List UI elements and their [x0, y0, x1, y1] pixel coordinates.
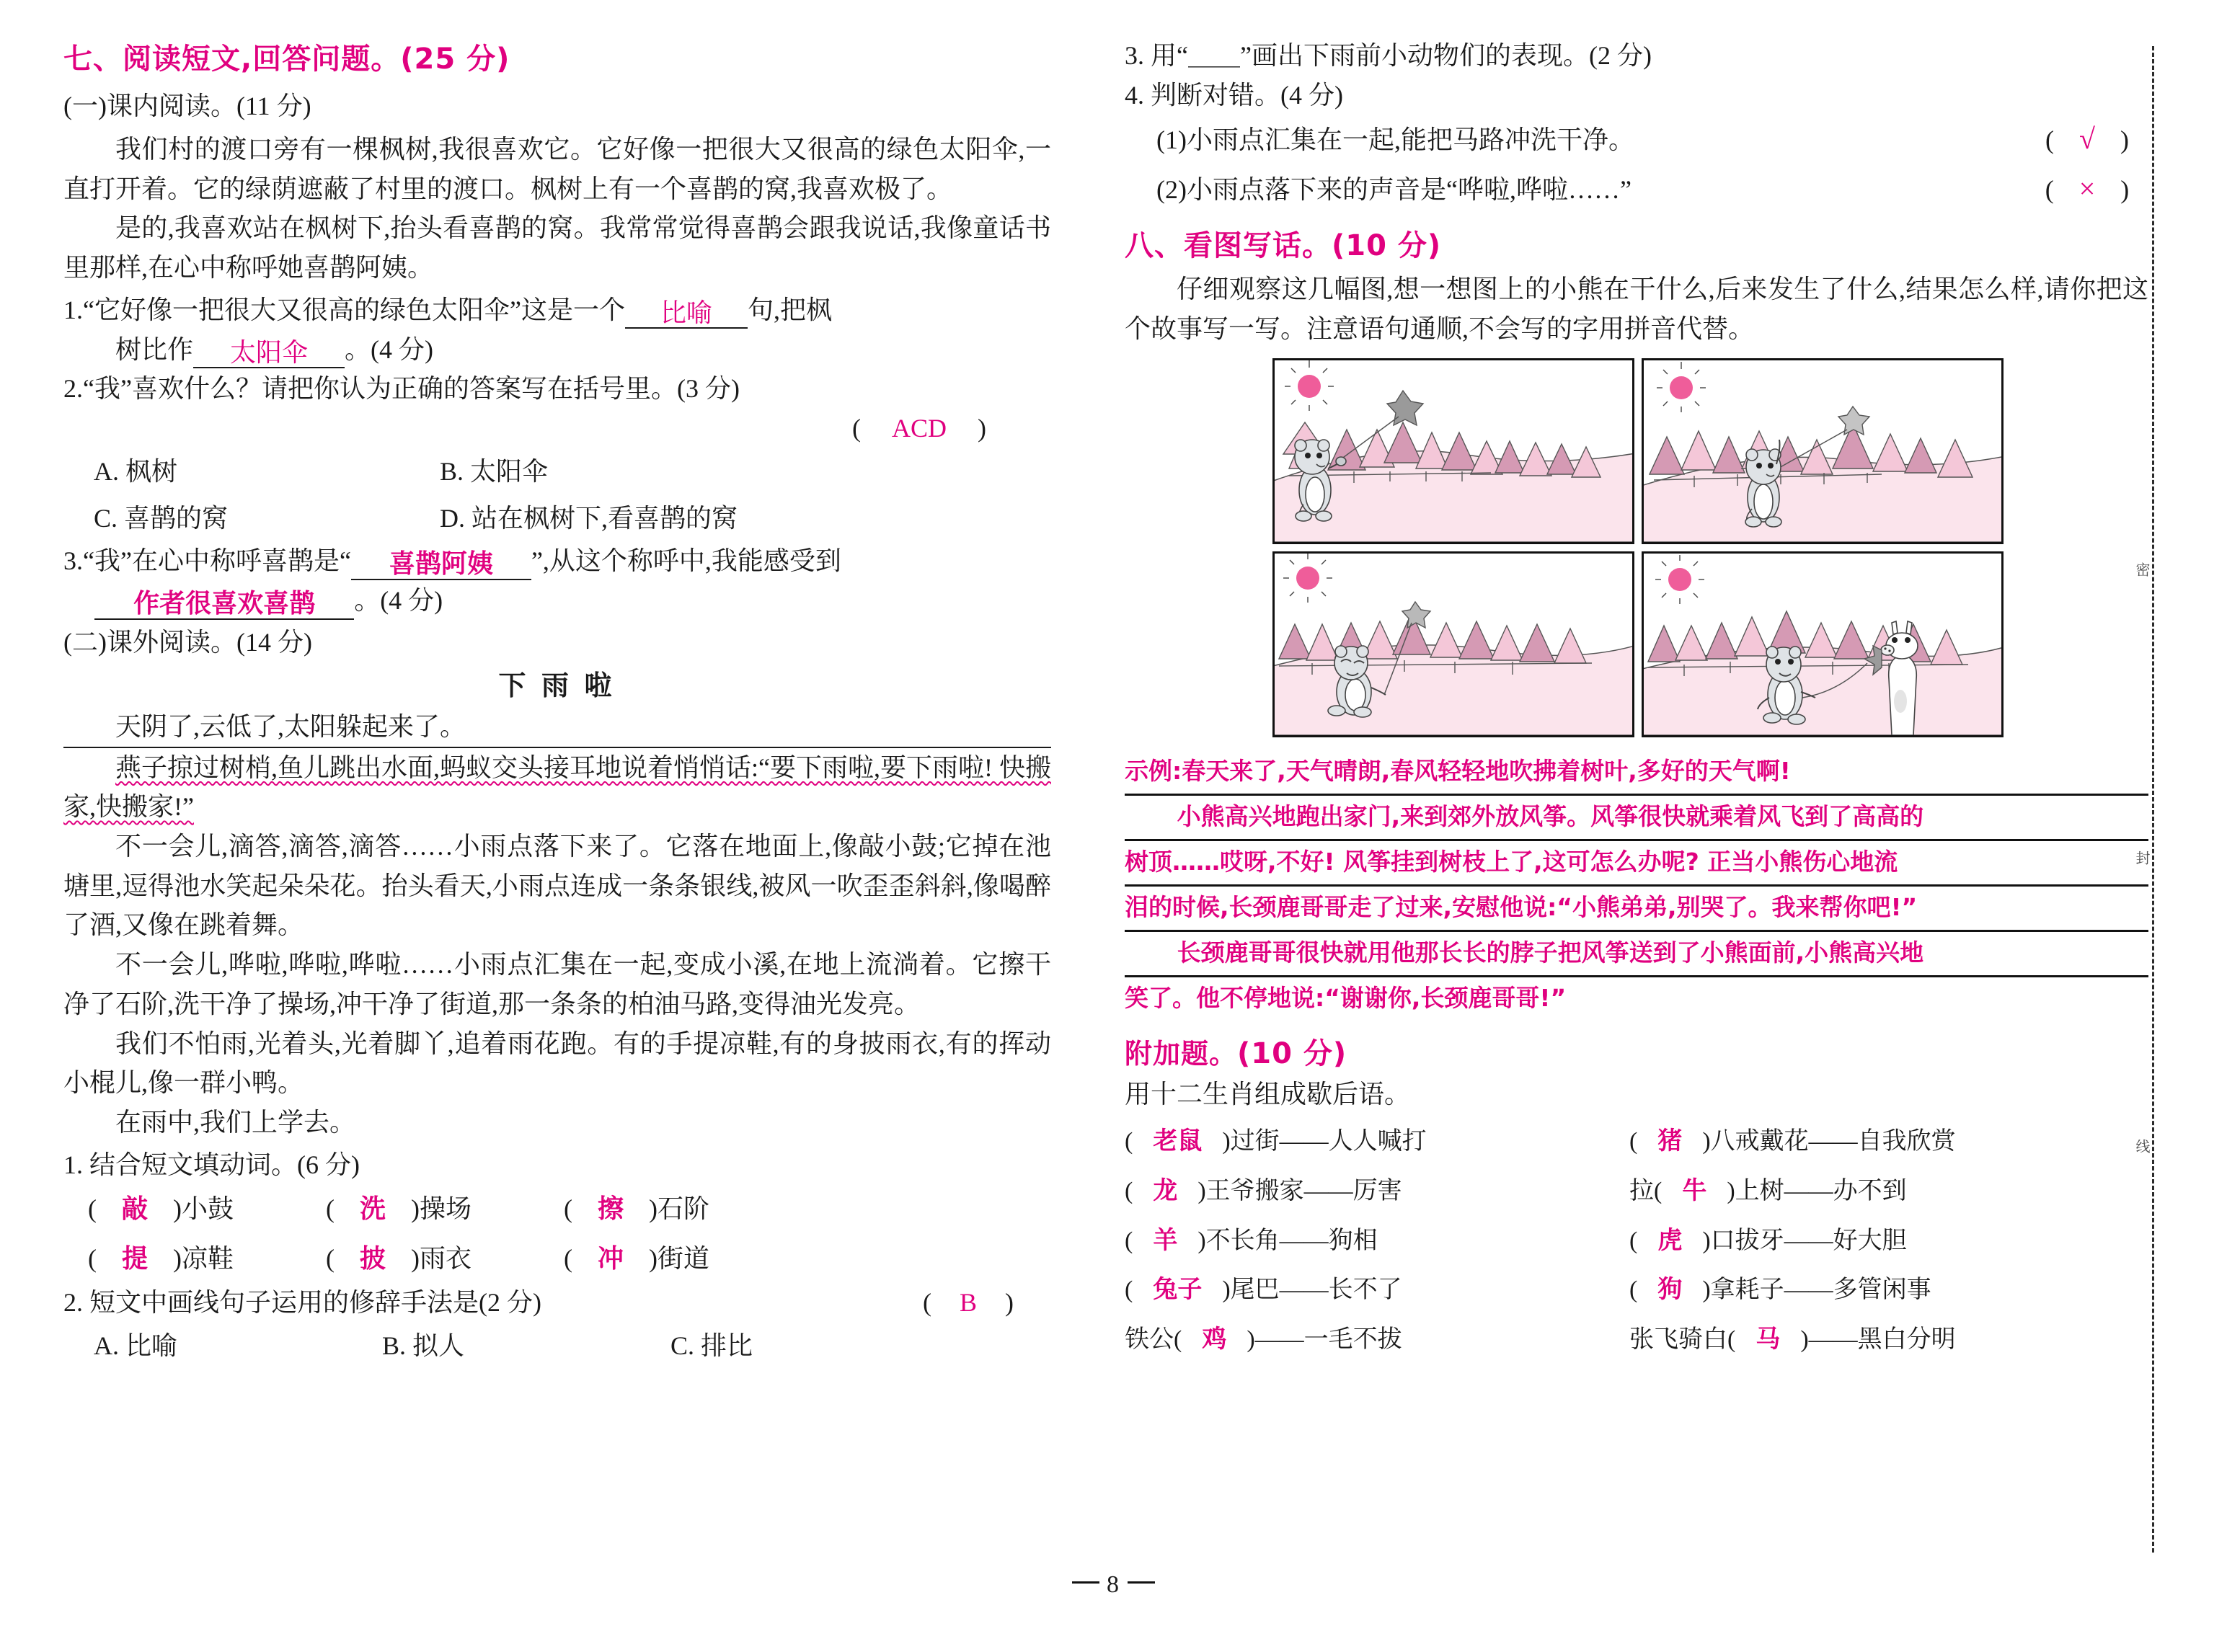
true-false-row-1	[1125, 115, 2148, 164]
question-1-prefix: 1.“它好像一把很大又很高的绿色太阳伞”这是一个	[63, 295, 625, 324]
question-1-blank-1[interactable]: 比喻	[625, 299, 748, 329]
question-3-blank-1[interactable]: 喜鹊阿姨	[351, 550, 531, 580]
zodiac-item-4[interactable]: 拉( 牛 )上树——办不到	[1629, 1177, 1907, 1204]
zodiac-item-6[interactable]: ( 虎 )口拔牙——好大胆	[1629, 1227, 1907, 1254]
question-2-answer-box[interactable]: ( ACD )	[851, 414, 986, 443]
question-1	[63, 290, 1051, 369]
section-8-prompt: 仔细观察这几幅图,想一想图上的小熊在干什么,后来发生了什么,结果怎么样,请你把这个故事写一写。注意语句通顺,不会写的字用拼音代替。	[1125, 275, 2148, 343]
zodiac-item-3[interactable]: ( 龙 )王爷搬家——厉害	[1125, 1177, 1402, 1204]
question-1-tail: 。(4 分)	[345, 334, 433, 364]
panel-bear-crying	[1272, 551, 1634, 737]
option-b[interactable]: B. 太阳伞	[440, 456, 549, 486]
article-title: 下 雨 啦	[498, 670, 616, 701]
verb-blank-4[interactable]: ( 提 )凉鞋	[88, 1243, 234, 1273]
sample-line-4: 泪的时候,长颈鹿哥哥走了过来,安慰他说:“小熊弟弟,别哭了。我来帮你吧!”	[1125, 887, 2148, 932]
verb-blank-3[interactable]: ( 擦 )石阶	[564, 1194, 710, 1224]
question-3-blank-2[interactable]: 作者很喜欢喜鹊	[94, 590, 354, 620]
question-2-option-row-1	[63, 448, 1051, 495]
bonus-heading	[1125, 1031, 2148, 1072]
left-column	[63, 36, 1051, 1369]
bonus-points: (10 分)	[1237, 1037, 1347, 1071]
true-false-row-2	[1125, 164, 2148, 214]
sub-question-1-label: 1. 结合短文填动词。(6 分)	[63, 1150, 360, 1179]
zodiac-item-5[interactable]: ( 羊 )不长角——狗相	[1125, 1227, 1378, 1254]
question-3-underline-task: 3. 用“＿＿”画出下雨前小动物们的表现。(2 分)	[1125, 41, 1652, 70]
question-2-answer: ACD	[891, 414, 947, 443]
verb-blank-2[interactable]: ( 洗 )操场	[326, 1194, 472, 1224]
sample-line-1: 示例:春天来了,天气晴朗,春风轻轻地吹拂着树叶,多好的天气啊!	[1125, 750, 2148, 796]
passage-paragraph-1: 我们村的渡口旁有一棵枫树,我很喜欢它。它好像一把很大又很高的绿色太阳伞,一直打开着。它的绿荫遮蔽了村里的渡口。枫树上有一个喜鹊的窝,我喜欢极了。	[63, 135, 1051, 203]
true-false-text-2: (2)小雨点落下来的声音是“哗啦,哗啦……”	[1156, 175, 1631, 205]
question-3-prefix: 3.“我”在心中称呼喜鹊是“	[63, 546, 351, 576]
part-a-label: (一)课内阅读。(11 分)	[63, 92, 311, 120]
section-8-heading	[1125, 223, 2148, 264]
edge-mark-bottom: 线	[2133, 1139, 2149, 1155]
page-edge-dashed-rule	[2152, 46, 2154, 1553]
option-c[interactable]: C. 喜鹊的窝	[94, 503, 229, 533]
article-paragraph-4: 不一会儿,哗啦,哗啦,哗啦……小雨点汇集在一起,变成小溪,在地上流淌着。它擦干净了石阶,洗干净了操场,冲干净了街道,那一条条的柏油马路,变得油光发亮。	[63, 950, 1051, 1018]
edge-mark-top: 密	[2133, 562, 2149, 578]
sub-question-2-label: 2. 短文中画线句子运用的修辞手法是(2 分)	[63, 1288, 541, 1318]
section-7-heading	[63, 36, 1051, 77]
zodiac-item-2[interactable]: ( 猪 )八戒戴花——自我欣赏	[1629, 1128, 1956, 1155]
question-2-option-row-2	[63, 495, 1051, 542]
question-3	[63, 541, 1051, 620]
panel-bear-flying-kite	[1272, 358, 1634, 544]
sample-line-2: 小熊高兴地跑出家门,来到郊外放风筝。风筝很快就乘着风飞到了高高的	[1125, 796, 2148, 841]
zodiac-row-3	[1125, 1217, 2148, 1266]
zodiac-table	[1125, 1117, 2148, 1364]
sample-line-5: 长颈鹿哥哥很快就用他那长长的脖子把风筝送到了小熊面前,小熊高兴地	[1125, 932, 2148, 977]
sq2-option-c[interactable]: C. 排比	[670, 1331, 753, 1360]
sub-question-2-answer-box[interactable]: ( B )	[922, 1288, 1014, 1318]
section-7-title: 七、阅读短文,回答问题。	[63, 43, 401, 76]
panel-giraffe-helps-bear	[1642, 551, 2004, 737]
verb-blank-5[interactable]: ( 披 )雨衣	[326, 1243, 472, 1273]
question-2-text: 2.“我”喜欢什么？请把你认为正确的答案写在括号里。(3 分)	[63, 374, 740, 404]
verb-fill-row-2	[63, 1234, 1051, 1283]
question-3-tail: 。(4 分)	[354, 586, 443, 616]
passage-paragraph-2: 是的,我喜欢站在枫树下,抬头看喜鹊的窝。我常常觉得喜鹊会跟我说话,我像童话书里那样,在心中称呼她喜鹊阿姨。	[63, 213, 1051, 283]
sample-line-6: 笑了。他不停地说:“谢谢你,长颈鹿哥哥!”	[1125, 984, 1567, 1013]
zodiac-item-1[interactable]: ( 老鼠 )过街——人人喊打	[1125, 1128, 1427, 1155]
article-paragraph-2: 燕子掠过树梢,鱼儿跳出水面,蚂蚁交头接耳地说着悄悄话:“要下雨啦,要下雨啦! 快搬家,快搬家!”	[63, 752, 1051, 822]
verb-blank-1[interactable]: ( 敲 )小鼓	[88, 1194, 234, 1224]
section-8-title: 八、看图写话。	[1125, 229, 1332, 263]
panel-kite-stuck-in-tree	[1642, 358, 2004, 544]
article-paragraph-5: 我们不怕雨,光着头,光着脚丫,追着雨花跑。有的手提凉鞋,有的身披雨衣,有的挥动小棍儿,像一群小鸭。	[63, 1029, 1051, 1098]
article-paragraph-3: 不一会儿,滴答,滴答,滴答……小雨点落下来了。它落在地面上,像敲小鼓;它掉在池塘里,逗得池水笑起朵朵花。抬头看天,小雨点连成一条条银线,被风一吹歪歪斜斜,像喝醉了酒,又像在跳着舞。	[63, 831, 1051, 940]
zodiac-row-5	[1125, 1315, 2148, 1365]
page-number: 8	[1107, 1571, 1120, 1598]
question-1-blank-2[interactable]: 太阳伞	[193, 339, 345, 369]
right-column	[1125, 36, 2148, 1365]
footer-bar-left	[1072, 1581, 1099, 1584]
footer-bar-right	[1128, 1581, 1155, 1584]
zodiac-item-8[interactable]: ( 狗 )拿耗子——多管闲事	[1629, 1276, 1931, 1304]
zodiac-item-10[interactable]: 张飞骑白( 马 )——黑白分明	[1629, 1325, 1956, 1353]
true-false-mark-2[interactable]: ( × )	[2045, 172, 2130, 205]
bonus-title: 附加题。	[1125, 1038, 1238, 1070]
sub-question-2-answer: B	[959, 1288, 977, 1318]
comic-strip	[1272, 358, 2001, 737]
sample-line-3: 树顶……哎呀,不好! 风筝挂到树枝上了,这可怎么办呢? 正当小熊伤心地流	[1125, 841, 2148, 887]
sub-question-2-options	[63, 1323, 1051, 1369]
question-4-label: 4. 判断对错。(4 分)	[1125, 80, 1343, 110]
zodiac-row-4	[1125, 1266, 2148, 1315]
sq2-option-b[interactable]: B. 拟人	[382, 1331, 465, 1360]
zodiac-row-1	[1125, 1117, 2148, 1167]
edge-mark-mid: 封	[2133, 851, 2149, 866]
zodiac-item-7[interactable]: ( 兔子 )尾巴——长不了	[1125, 1276, 1402, 1304]
section-7-points: (25 分)	[400, 43, 510, 76]
verb-fill-row-1	[63, 1184, 1051, 1233]
zodiac-item-9[interactable]: 铁公( 鸡 )——一毛不拔	[1125, 1325, 1402, 1353]
option-d[interactable]: D. 站在枫树下,看喜鹊的窝	[440, 503, 738, 533]
question-1-mid: 句,把枫	[747, 295, 832, 324]
verb-blank-6[interactable]: ( 冲 )街道	[564, 1243, 710, 1273]
true-false-mark-1[interactable]: ( √ )	[2045, 123, 2129, 156]
question-3-mid: ”,从这个称呼中,我能感受到	[531, 546, 841, 576]
question-1-line2-prefix: 树比作	[115, 334, 194, 364]
bonus-prompt: 用十二生肖组成歇后语。	[1125, 1080, 1411, 1109]
sq2-option-a[interactable]: A. 比喻	[94, 1331, 177, 1360]
article-paragraph-6: 在雨中,我们上学去。	[115, 1107, 356, 1137]
page-footer	[0, 1571, 2227, 1599]
sub-question-2	[63, 1283, 1051, 1323]
question-2	[63, 369, 1051, 541]
true-false-text-1: (1)小雨点汇集在一起,能把马路冲洗干净。	[1156, 125, 1634, 155]
article-paragraph-1: 天阴了,云低了,太阳躲起来了。	[63, 707, 1051, 748]
section-8-points: (10 分)	[1332, 229, 1442, 263]
option-a[interactable]: A. 枫树	[94, 456, 177, 486]
zodiac-row-2	[1125, 1167, 2148, 1217]
part-b-label: (二)课外阅读。(14 分)	[63, 627, 312, 657]
sample-writing-block	[1125, 750, 2148, 1021]
